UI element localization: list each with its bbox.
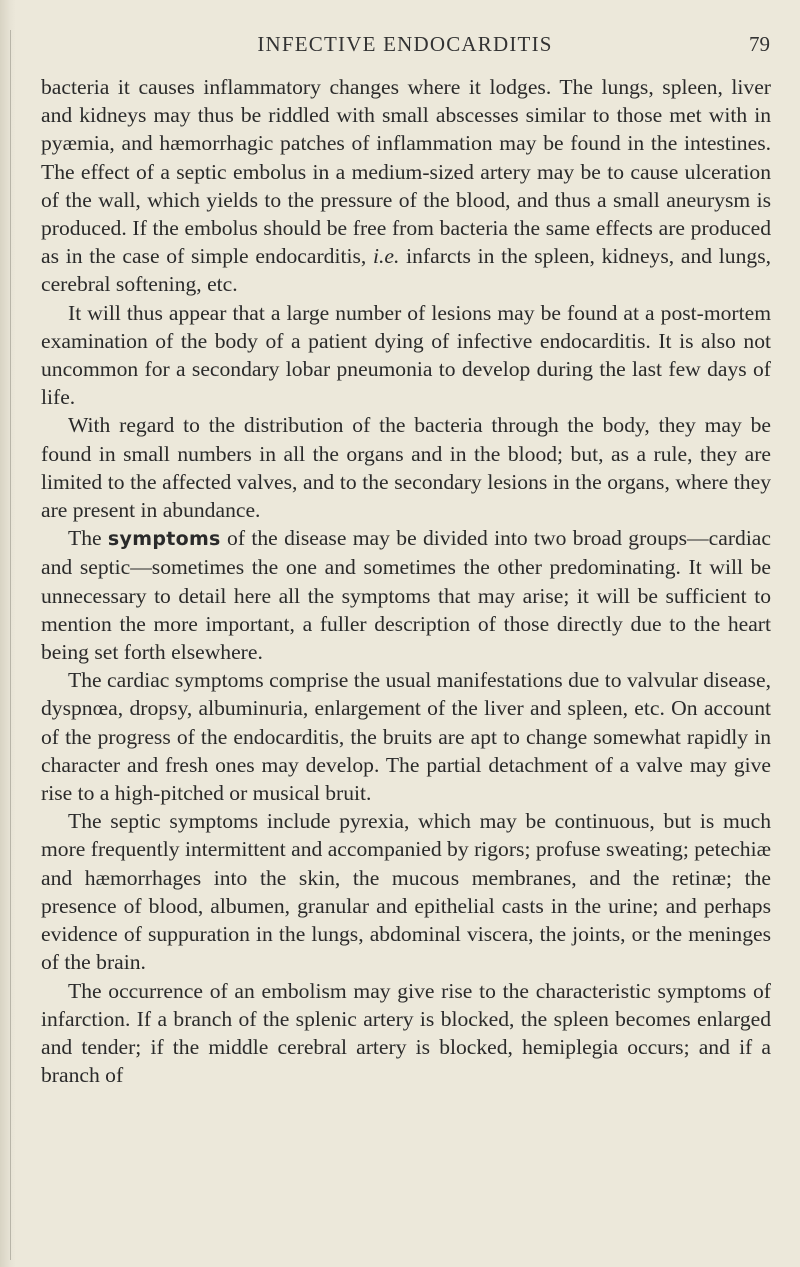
running-header	[40, 32, 770, 62]
paragraph-7: The occurrence of an embolism may give rise to the characteristic symptoms of infarction. If a branch of the splenic artery is blocked, the spleen becomes enlarged and tender; if the middle cerebral artery is blocked, hemiplegia occurs; and if a branch of	[41, 978, 771, 1088]
body-text	[41, 73, 771, 1089]
paragraph-4-start: The	[68, 526, 102, 551]
paragraph-4	[41, 524, 771, 666]
paragraph-1-text: bacteria it causes inflammatory changes where it lodges. The lungs, spleen, liver and kidneys may thus be riddled with small abscesses similar to those met with in pyæmia, and hæmorrhagic patches of inflammation may be found in the intestines. The effect of a septic embolus in a medium-sized artery may be to cause ulceration of the wall, which yields to the pressure of the blood, and thus a small aneurysm is produced. If the embolus should be free from bacteria the same effects are produced as in the case of simple endocarditis,	[41, 75, 771, 269]
paragraph-3: With regard to the distribution of the bacteria through the body, they may be found in small numbers in all the organs and in the blood; but, as a rule, they are limited to the affected valves, and to the secondary lesions in the organs, where they are present in abundance.	[41, 413, 771, 523]
paragraph-1	[41, 73, 771, 299]
paragraph-4-text: of the disease may be divided into two broad groups—cardiac and septic—sometimes the one and sometimes the other predominating. It will be unnecessary to detail here all the symptoms that may arise; it will be sufficient to mention the more important, a fuller description of those directly due to the heart being set forth elsewhere.	[41, 526, 771, 665]
ie-abbreviation: i.e.	[373, 244, 400, 269]
paragraph-6: The septic symptoms include pyrexia, which may be continuous, but is much more frequently intermittent and accompanied by rigors; profuse sweating; petechiæ and hæmorrhages into the skin, the mucous membranes, and the retinæ; the presence of blood, albumen, granular and epithelial casts in the urine; and perhaps evidence of suppuration in the lungs, abdominal viscera, the joints, or the meninges of the brain.	[41, 809, 771, 975]
paragraph-5: The cardiac symptoms comprise the usual manifestations due to valvular disease, dyspnœa, dropsy, albuminuria, enlargement of the liver and spleen, etc. On account of the progress of the endocarditis, the bruits are apt to change somewhat rapidly in character and fresh ones may develop. The partial detachment of a valve may give rise to a high-pitched or musical bruit.	[41, 668, 771, 806]
running-title: INFECTIVE ENDOCARDITIS	[257, 32, 553, 56]
binding-shadow-line	[10, 30, 11, 1260]
page-binding-edge	[0, 0, 16, 1267]
symptoms-heading: symptoms	[107, 528, 221, 551]
paragraph-1-end: infarcts in the spleen, kidneys, and lungs, cerebral softening, etc.	[41, 244, 772, 297]
paragraph-2: It will thus appear that a large number of lesions may be found at a post-mortem examination of the body of a patient dying of infective endocarditis. It is also not uncommon for a secondary lobar pneumonia to develop during the last few days of life.	[41, 300, 771, 410]
page-number: 79	[749, 32, 770, 56]
